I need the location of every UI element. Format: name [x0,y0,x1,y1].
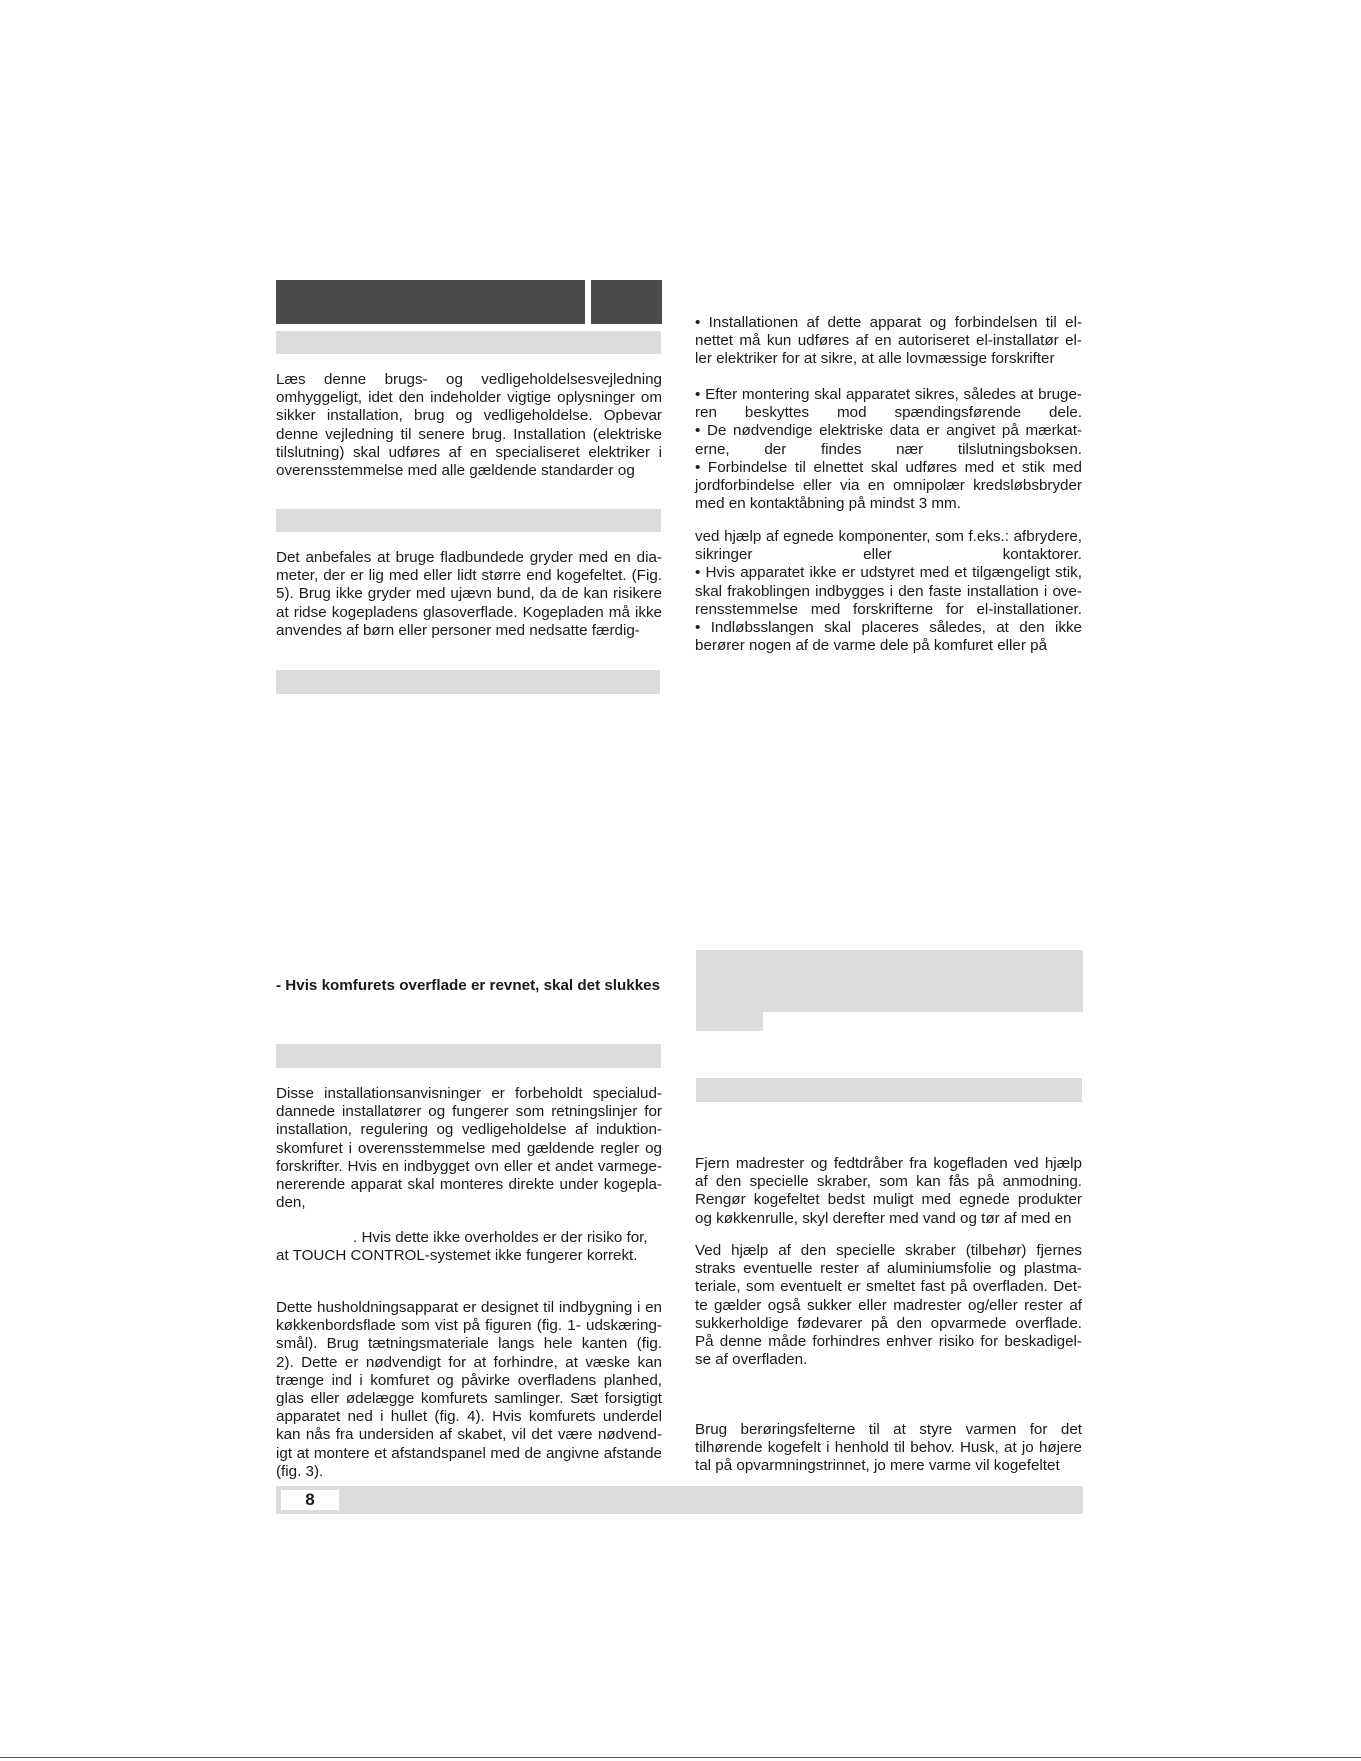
pans-paragraph [276,549,662,640]
text-line: teriale, som eventuelt er smeltet fast på overfladen. Det- [695,1278,1082,1296]
text-line: trænge ind i komfuret og påvirke overfladens planhed, [276,1371,662,1389]
section-bar-installation [276,1044,661,1068]
electric-paragraph-2 [695,386,1082,513]
text-line: 2). Dette er nødvendigt for at forhindre, at væske kan [276,1353,662,1371]
electric-paragraph-3 [695,528,1082,655]
text-line: at ridse kogepladens glasoverflade. Kogepladen må ikke [276,603,662,621]
text-line: meter, der er lig med eller lidt større end kogefeltet. (Fig. [276,567,662,585]
notice-box-tail [696,1012,763,1031]
text-line: skal frakoblingen indbygges i den faste installation i ove- [695,582,1082,600]
text-line: sikringer eller kontaktorer. [695,546,1082,564]
section-bar-cleaning [696,1078,1082,1102]
text-line: skomfuret i overensstemmelse med gældende regler og [276,1139,662,1157]
usage-paragraph [695,1421,1082,1476]
install-paragraph [276,1085,662,1212]
footer-bar [276,1486,1083,1514]
text-line: apparatet ned i hullet (fig. 4). Hvis komfurets underdel [276,1408,662,1426]
text-line: nererende apparat skal monteres direkte under kogepla- [276,1176,662,1194]
text-line: jordforbindelse eller via en omnipolær kredsløbsbryder [695,477,1082,495]
builtin-paragraph [276,1299,662,1481]
touch-line-2: at TOUCH CONTROL-systemet ikke fungerer korrekt. [276,1247,638,1265]
text-line: • Indløbsslangen skal placeres således, at den ikke [695,619,1082,637]
text-line: straks eventuelle rester af aluminiumsfolie og plastma- [695,1260,1082,1278]
text-line: kan nås fra undersiden af skabet, vil det være nødvend- [276,1426,662,1444]
text-line: rensstemmelse med forskrifterne for el-installationer. [695,600,1082,618]
text-line: te gælder også sukker eller madrester og/eller rester af [695,1296,1082,1314]
text-line: Rengør kogefeltet bedst muligt med egnede produkter [695,1191,1082,1209]
cleaning-paragraph-2 [695,1242,1082,1369]
text-line: Læs denne brugs- og vedligeholdelsesvejledning [276,371,662,388]
text-line: tilslutning) skal udføres af en specialiseret elektriker i [276,443,662,461]
text-line: tal på opvarmningstrinnet, jo mere varme vil kogefeltet [695,1457,1060,1475]
touch-control-paragraph [276,1229,662,1265]
chapter-language-tab [591,280,662,324]
text-line: Fjern madrester og fedtdråber fra kogefladen ved hjælp [695,1155,1082,1172]
text-line: smål). Brug tætningsmateriale langs hele kanten (fig. [276,1335,662,1353]
text-line: berører nogen af de varme dele på komfuret eller på [695,637,1048,655]
text-line: den, [276,1194,306,1212]
text-line: Brug berøringsfelterne til at styre varmen for det [695,1421,1082,1438]
text-line: Ved hjælp af den specielle skraber (tilbehør) fjernes [695,1242,1082,1259]
text-line: ved hjælp af egnede komponenter, som f.eks.: afbrydere, [695,528,1082,545]
text-line: anvendes af børn eller personer med nedsatte færdig- [276,621,640,639]
section-bar-safety [276,670,660,694]
text-line: glas eller ødelægge komfurets samlinger. Sæt forsigtigt [276,1390,662,1408]
text-line: 5). Brug ikke gryder med ujævn bund, da de kan risikere [276,585,662,603]
text-line: Dette husholdningsapparat er designet til indbygning i en [276,1299,662,1316]
electric-paragraph-1 [695,314,1082,369]
text-line: Disse installationsanvisninger er forbeholdt specialud- [276,1085,662,1102]
warning-line [276,977,662,995]
text-line: af den specielle skraber, som kan fås på anmodning. [695,1173,1082,1191]
text-line: sukkerholdige fødevarer på den opvarmede overflade. [695,1314,1082,1332]
chapter-title-bar [276,280,585,324]
section-bar-general [276,331,661,354]
text-line: overensstemmelse med alle gældende standarder og [276,462,635,480]
text-line: tilhørende kogefelt i henhold til behov. Husk, at jo højere [695,1439,1082,1457]
cleaning-paragraph-1 [695,1155,1082,1228]
text-line: På denne måde forhindres enhver risiko for beskadigel- [695,1333,1082,1351]
text-line: installation, regulering og vedligeholdelse af induktion- [276,1121,662,1139]
text-line: • Forbindelse til elnettet skal udføres med et stik med [695,458,1082,476]
text-line: og køkkenrulle, skyl derefter med vand og tør af med en [695,1209,1072,1227]
text-line: (fig. 3). [276,1462,324,1480]
text-line: • Installationen af dette apparat og forbindelsen til el- [695,314,1082,331]
touch-line-1: . Hvis dette ikke overholdes er der risiko for, [353,1229,648,1246]
page-number: 8 [281,1490,339,1510]
text-line: • De nødvendige elektriske data er angivet på mærkat- [695,422,1082,440]
intro-paragraph [276,371,662,480]
text-line: køkkenbordsflade som vist på figuren (fig. 1- udskæring- [276,1317,662,1335]
text-line: se af overfladen. [695,1351,808,1369]
text-line: sikker installation, brug og vedligeholdelse. Opbevar [276,407,662,425]
notice-box [696,950,1083,1012]
text-line: omhyggeligt, idet den indeholder vigtige oplysninger om [276,389,662,407]
section-bar-pans [276,509,661,532]
text-line: forskrifter. Hvis en indbygget ovn eller et andet varmege- [276,1157,662,1175]
text-line: Det anbefales at bruge fladbundede gryder med en dia- [276,549,662,566]
text-line: erne, der findes nær tilslutningsboksen. [695,440,1082,458]
text-line: ren beskyttes mod spændingsførende dele. [695,404,1082,422]
text-line: igt at montere et afstandspanel med de angivne afstande [276,1444,662,1462]
bottom-rule [0,1757,1361,1758]
text-line: • Efter montering skal apparatet sikres, således at bruge- [695,386,1082,403]
text-line: nettet må kun udføres af en autoriseret el-installatør el- [695,332,1082,350]
text-line: dannede installatører og fungerer som retningslinjer for [276,1103,662,1121]
text-line: ler elektriker for at sikre, at alle lovmæssige forskrifter [695,350,1055,368]
text-line: med en kontaktåbning på mindst 3 mm. [695,495,961,513]
text-line: • Hvis apparatet ikke er udstyret med et tilgængeligt stik, [695,564,1082,582]
text-line: denne vejledning til senere brug. Installation (elektriske [276,425,662,443]
warning-text: - Hvis komfurets overflade er revnet, skal det slukkes [276,977,661,994]
